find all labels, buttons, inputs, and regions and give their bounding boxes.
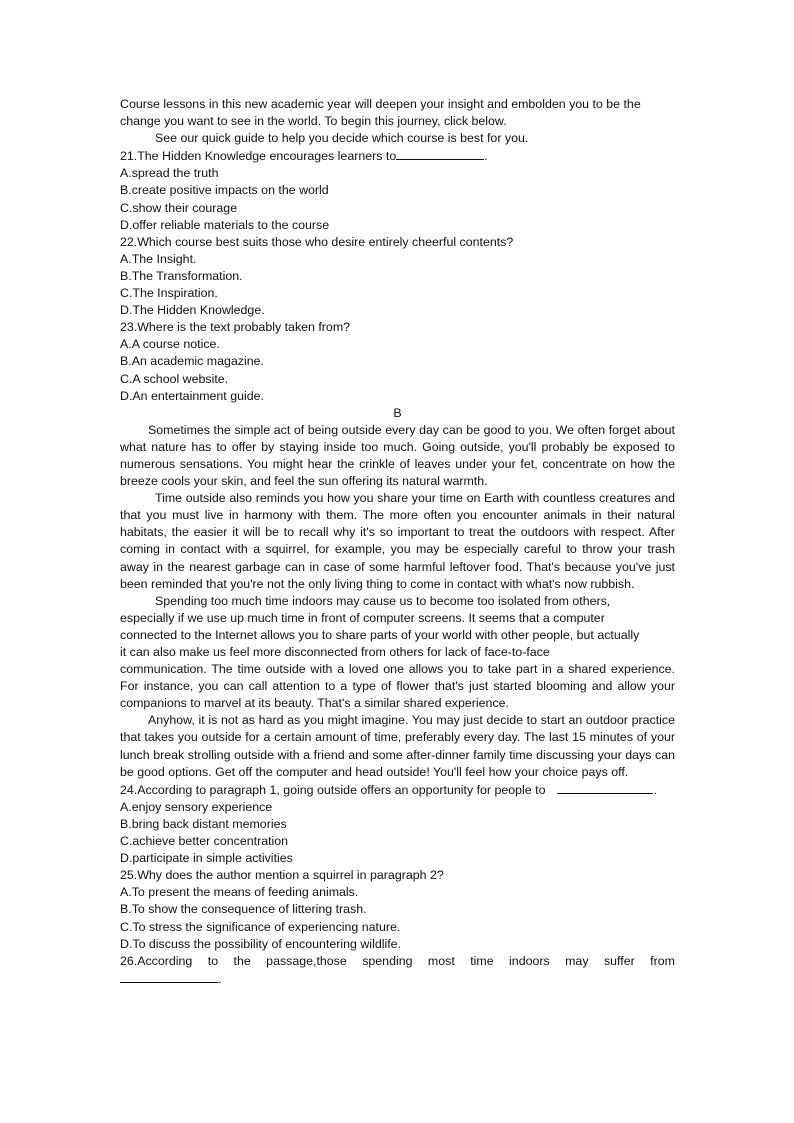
- q26-word: most: [427, 953, 455, 968]
- passage-paragraph-3-rest: communication. The time outside with a loved one allows you to take part in a shared experience. For instance, you can call attention to a type of flower that's just started blooming and allow your companions to marvel at its beauty. That's a similar shared experience.: [120, 662, 675, 711]
- question-26-blank-line: [120, 970, 675, 988]
- section-heading-b: B: [393, 405, 402, 420]
- question-23: 23.Where is the text probably taken from?: [120, 320, 351, 335]
- option-21-a: A.spread the truth: [120, 166, 219, 181]
- intro-line-1: Course lessons in this new academic year will deepen your insight and embolden you to be the: [120, 97, 641, 111]
- passage-paragraph-3-line-3: connected to the Internet allows you to share parts of your world with other people, but actually: [120, 627, 640, 642]
- q26-word: the: [233, 953, 251, 968]
- question-24-end: .: [653, 782, 657, 797]
- passage-paragraph-3-line-4: it can also make us feel more disconnected from others for lack of face-to-face: [120, 645, 550, 659]
- answer-blank: [557, 781, 653, 794]
- option-24-b: B.bring back distant memories: [120, 816, 287, 831]
- q26-word: indoors: [509, 953, 550, 968]
- intro-guide-line: See our quick guide to help you decide which course is best for you.: [155, 131, 529, 146]
- option-22-c: C.The Inspiration.: [120, 286, 218, 301]
- option-22-d: D.The Hidden Knowledge.: [120, 303, 265, 318]
- option-22-b: B.The Transformation.: [120, 268, 243, 283]
- option-25-b: B.To show the consequence of littering trash.: [120, 902, 367, 917]
- q26-word: from: [650, 953, 675, 968]
- question-21-stem: 21.The Hidden Knowledge encourages learners to: [120, 149, 397, 164]
- q26-word: may: [565, 953, 589, 968]
- passage-paragraph-3-line-2: especially if we use up much time in front of computer screens. It seems that a computer: [120, 610, 605, 625]
- document-page: [120, 96, 675, 988]
- option-24-c: C.achieve better concentration: [120, 834, 289, 849]
- passage-paragraph-4: Anyhow, it is not as hard as you might imagine. You may just decide to start an outdoor practice that takes you outside for a certain amount of time, preferably every day. The last 15 minutes of your lunch break strolling outside with a friend and some after-dinner family time discussing your days can be good options. Get off the computer and head outside! You'll feel how your choice pays off.: [120, 713, 675, 779]
- option-21-b: B.create positive impacts on the world: [120, 183, 329, 198]
- passage-paragraph-1: Sometimes the simple act of being outside every day can be good to you. We often forget about what nature has to offer by staying inside too much. Going outside, you'll probably be exposed to numerous sensations. You might hear the crinkle of leaves under your fet, concentrate on how the breeze cools your skin, and feel the sun offering its natural warmth.: [120, 422, 675, 489]
- option-24-a: A.enjoy sensory experience: [120, 799, 273, 814]
- q26-word: passage,those: [266, 953, 347, 968]
- q26-word: time: [470, 953, 494, 968]
- q26-word: 26.According: [120, 953, 193, 968]
- option-21-d: D.offer reliable materials to the course: [120, 217, 330, 232]
- option-23-b: B.An academic magazine.: [120, 354, 264, 369]
- passage-paragraph-2: Time outside also reminds you how you share your time on Earth with countless creatures and that you must live in harmony with them. The more often you encounter animals in their natural habitats, the easier it will be to recall why it's so important to treat the outdoors with respect. After coming in contact with a squirrel, for example, you may be especially careful to throw your trash away in the nearest garbage can in case of some harmful leftover food. That's because you've just been reminded that you're not the only living thing to come in contact with what's now rubbish.: [120, 491, 675, 591]
- q26-word: to: [207, 953, 219, 968]
- option-23-a: A.A course notice.: [120, 337, 220, 352]
- option-22-a: A.The Insight.: [120, 251, 197, 266]
- question-26: [120, 953, 675, 970]
- intro-line-2: change you want to see in the world. To begin this journey, click below.: [120, 114, 507, 129]
- option-25-c: C.To stress the significance of experiencing nature.: [120, 919, 401, 934]
- passage-paragraph-3-line-1: Spending too much time indoors may cause us to become too isolated from others,: [155, 593, 611, 608]
- q26-word: spending: [362, 953, 413, 968]
- question-26-end: .: [218, 971, 222, 986]
- question-21: [120, 147, 675, 165]
- option-25-d: D.To discuss the possibility of encountering wildlife.: [120, 936, 401, 951]
- answer-blank: [396, 147, 484, 160]
- question-24-stem: 24.According to paragraph 1, going outside offers an opportunity for people to: [120, 782, 546, 797]
- option-24-d: D.participate in simple activities: [120, 851, 293, 866]
- option-23-c: C.A school website.: [120, 371, 229, 386]
- question-24: [120, 781, 675, 799]
- answer-blank: [120, 970, 218, 983]
- question-21-end: .: [484, 149, 488, 164]
- question-22: 22.Which course best suits those who desire entirely cheerful contents?: [120, 234, 514, 249]
- option-23-d: D.An entertainment guide.: [120, 388, 264, 403]
- question-25: 25.Why does the author mention a squirrel in paragraph 2?: [120, 868, 444, 883]
- q26-word: suffer: [603, 953, 635, 968]
- option-21-c: C.show their courage: [120, 200, 238, 215]
- option-25-a: A.To present the means of feeding animals.: [120, 885, 359, 900]
